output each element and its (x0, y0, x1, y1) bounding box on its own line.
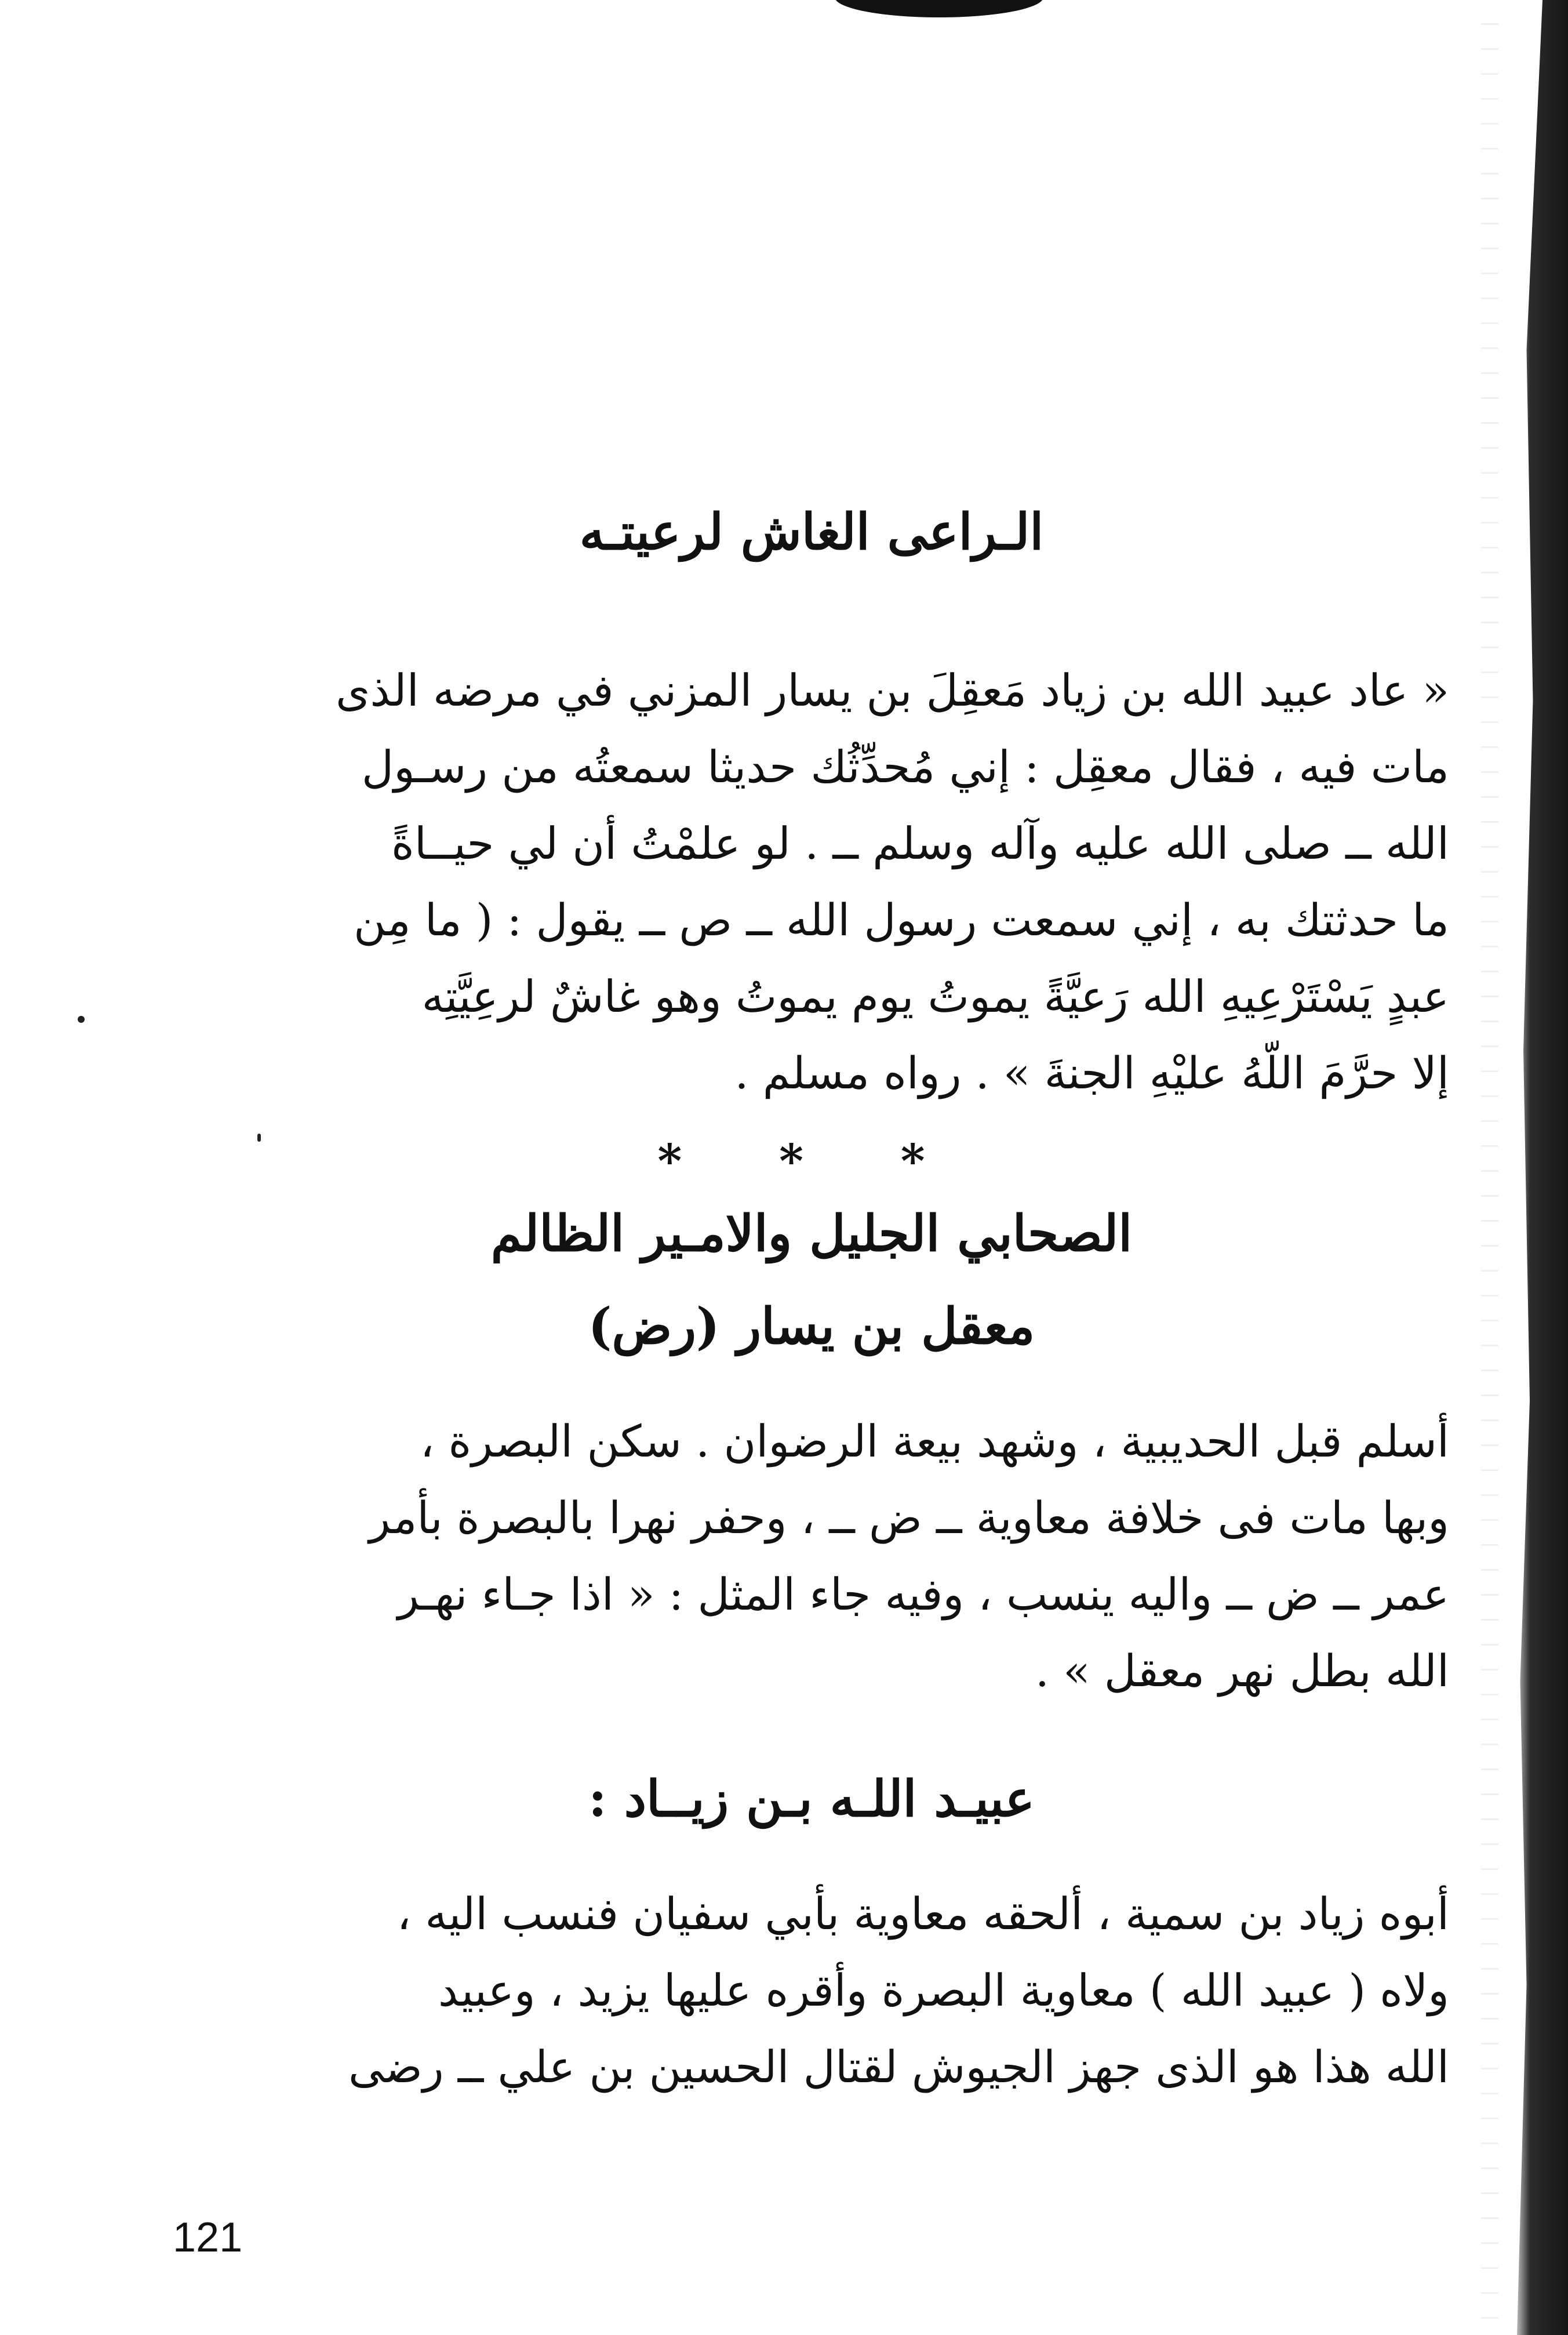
text-line: الله ــ صلى الله عليه وآله وسلم ــ . لو علمْتُ أن لي حيــاةً (391, 818, 1449, 869)
text-line: عبدٍ يَسْتَرْعِيهِ الله رَعيَّةً يموتُ يوم يموتُ وهو غاشٌ لرعِيَّتِه (421, 971, 1449, 1022)
scan-noise (1481, 0, 1498, 2335)
section-title-ubaidullah: عبيـد اللـه بـن زيــاد : (588, 1770, 1035, 1828)
scan-smudge (835, 0, 1043, 17)
text-line: أبوه زياد بن سمية ، ألحقه معاوية بأبي سفيان فنسب اليه ، (396, 1888, 1449, 1940)
text-line: وبها مات فى خلافة معاوية ــ ض ــ ، وحفر نهرا بالبصرة بأمر (369, 1492, 1449, 1544)
text-line: « عاد عبيد الله بن زياد مَعقِلَ بن يسار المزني في مرضه الذى (336, 664, 1449, 716)
text-line: الله بطل نهر معقل » . (1035, 1645, 1449, 1697)
text-line: ولاه ( عبيد الله ) معاوية البصرة وأقره عليها يزيد ، وعبيد (438, 1964, 1449, 2016)
text-line: الله هذا هو الذى جهز الجيوش لقتال الحسين بن علي ــ رضى (348, 2041, 1449, 2093)
section-subtitle-maqil: معقل بن يسار (رض) (588, 1297, 1035, 1356)
scan-dark-edge (1504, 0, 1568, 2335)
text-line: أسلم قبل الحديبية ، وشهد بيعة الرضوان . سكن البصرة ، (420, 1415, 1449, 1467)
text-line: مات فيه ، فقال معقِل : إني مُحدِّثُك حديثا سمعتُه من رسـول (361, 741, 1449, 793)
text-line: ما حدثتك به ، إني سمعت رسول الله ــ ص ــ يقول : ( ما مِن (354, 894, 1449, 946)
section-title-deceitful-shepherd: الـراعى الغاش لرعيتـه (579, 503, 1044, 561)
hadith-paragraph (174, 652, 1449, 1112)
text-line: إلا حرَّمَ اللّهُ عليْهِ الجنةَ » . رواه مسلم . (734, 1047, 1449, 1099)
text-line: عمر ــ ض ــ واليه ينسب ، وفيه جاء المثل : « اذا جـاء نهـر (397, 1568, 1449, 1620)
scan-speck (78, 1016, 85, 1023)
page-number: 121 (173, 2214, 243, 2261)
biography-paragraph-ubaidullah (174, 1876, 1449, 2105)
section-title-companion: الصحابي الجليل والامـير الظالم (490, 1204, 1133, 1263)
biography-paragraph-maqil (174, 1403, 1449, 1709)
section-separator: * * * (657, 1134, 966, 1188)
